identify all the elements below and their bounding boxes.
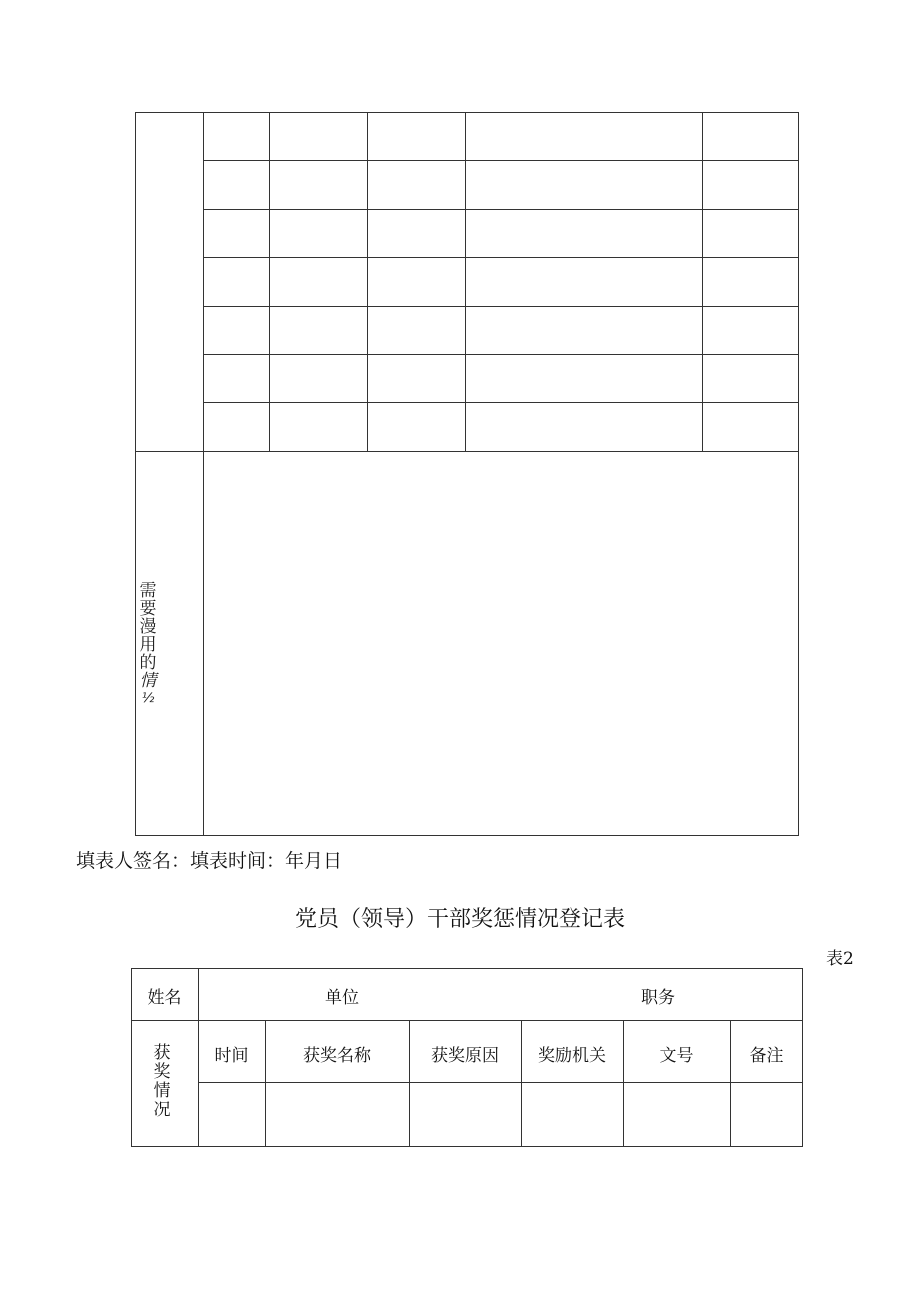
awards-section-label xyxy=(150,1044,174,1120)
awards-row-divider xyxy=(131,1020,803,1021)
position-label: 职务 xyxy=(641,988,675,1008)
label-char: 需 xyxy=(139,581,157,601)
column-header-time: 时间 xyxy=(214,1046,249,1066)
label-char: 况 xyxy=(153,1100,171,1120)
label-char: ½ xyxy=(141,691,155,706)
label-char: 漫 xyxy=(139,617,157,637)
awards-col-divider xyxy=(521,1020,522,1147)
awards-header-divider xyxy=(198,1082,803,1083)
label-char: 的 xyxy=(139,653,157,673)
awards-col-divider xyxy=(730,1020,731,1147)
column-header-award-name: 获奖名称 xyxy=(303,1046,371,1066)
upper-col-divider xyxy=(367,112,368,451)
column-header-awarding-body: 奖励机关 xyxy=(538,1046,606,1066)
upper-row-divider xyxy=(203,354,799,355)
upper-row-divider xyxy=(203,306,799,307)
label-char: 获 xyxy=(153,1043,171,1063)
label-char: 用 xyxy=(139,635,157,655)
unit-label: 单位 xyxy=(325,988,359,1008)
label-char: 奖 xyxy=(153,1062,171,1082)
upper-col-divider xyxy=(702,112,703,451)
form-title: 党员（领导）干部奖惩情况登记表 xyxy=(294,907,625,932)
upper-row-divider xyxy=(203,209,799,210)
label-char: 情 xyxy=(153,1081,171,1101)
label-char: 情 xyxy=(139,671,157,691)
section-label-vertical xyxy=(138,582,158,708)
upper-section-divider xyxy=(135,451,799,452)
upper-col-divider xyxy=(269,112,270,451)
awards-col-divider xyxy=(265,1020,266,1147)
column-header-award-reason: 获奖原因 xyxy=(431,1046,499,1066)
column-header-remarks: 备注 xyxy=(749,1046,784,1066)
upper-row-divider xyxy=(203,257,799,258)
awards-col-divider xyxy=(623,1020,624,1147)
table-number: 表2 xyxy=(826,949,854,969)
upper-col-divider xyxy=(465,112,466,451)
awards-col-divider xyxy=(409,1020,410,1147)
signature-footer: 填表人签名：填表时间：年月日 xyxy=(76,850,343,872)
name-label: 姓名 xyxy=(147,988,182,1008)
upper-row-divider xyxy=(203,402,799,403)
upper-table-frame xyxy=(135,112,799,836)
label-char: 要 xyxy=(139,599,157,619)
upper-row-divider xyxy=(203,160,799,161)
upper-left-col-divider xyxy=(203,112,204,836)
column-header-document-no: 文号 xyxy=(659,1046,694,1066)
